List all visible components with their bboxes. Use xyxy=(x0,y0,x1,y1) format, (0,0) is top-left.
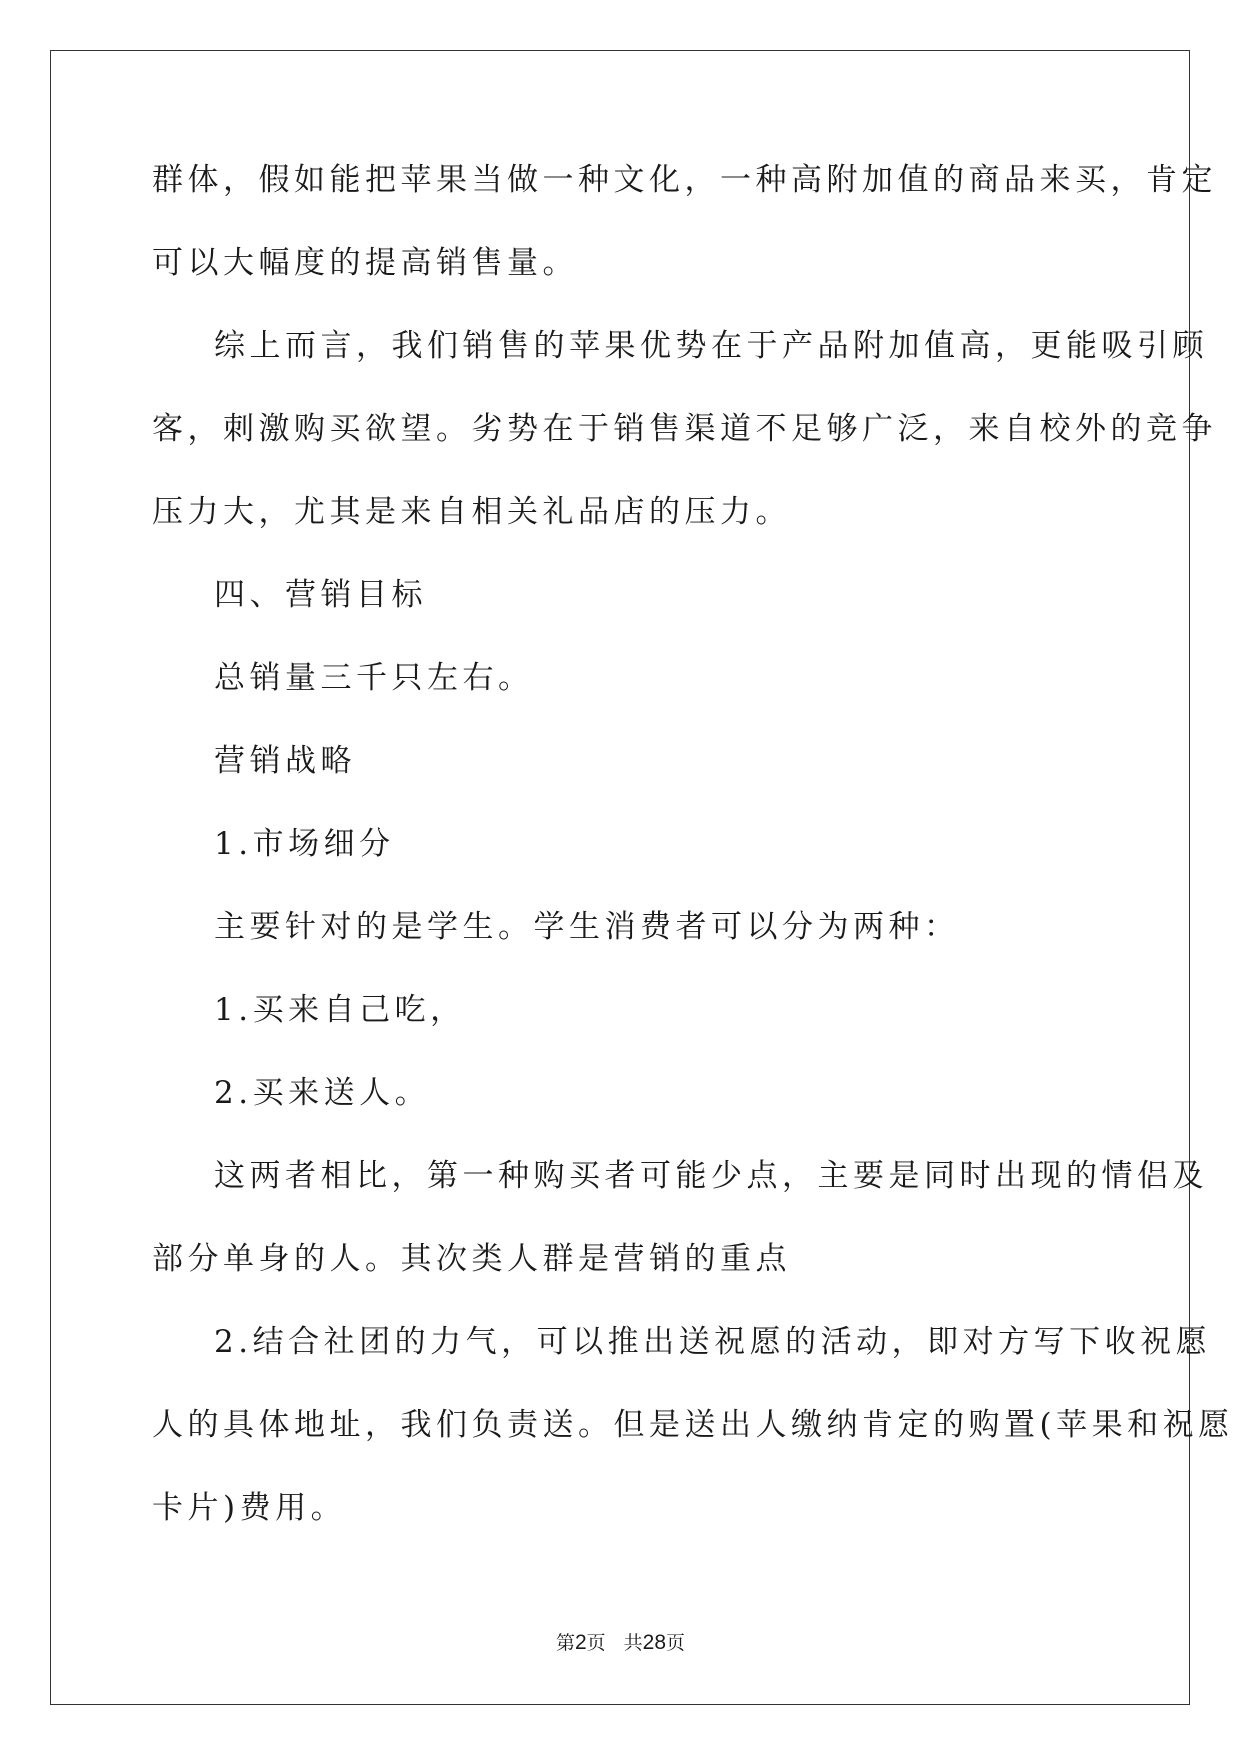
section-heading: 四、营销目标 xyxy=(214,577,427,613)
section-heading: 营销战略 xyxy=(214,743,356,779)
list-item: 1.买来自己吃， xyxy=(214,992,466,1028)
paragraph-start: 总销量三千只左右。 xyxy=(214,660,534,696)
list-item: 1.市场细分 xyxy=(214,826,395,862)
document-body xyxy=(152,160,1234,1571)
text-line: 卡片)费用。 xyxy=(152,1490,347,1526)
text-line: 部分单身的人。其次类人群是营销的重点 xyxy=(152,1241,791,1277)
page-footer xyxy=(0,1628,1241,1655)
text-line: 客，刺激购买欲望。劣势在于销售渠道不足够广泛，来自校外的竞争 xyxy=(152,411,1217,447)
paragraph-start: 综上而言，我们销售的苹果优势在于产品附加值高，更能吸引顾 xyxy=(214,328,1208,364)
text-line: 群体，假如能把苹果当做一种文化，一种高附加值的商品来买，肯定 xyxy=(152,162,1217,198)
text-line: 人的具体地址，我们负责送。但是送出人缴纳肯定的购置(苹果和祝愿 xyxy=(152,1407,1234,1443)
list-item: 2.买来送人。 xyxy=(214,1075,431,1111)
page-number: 2 xyxy=(574,1631,587,1654)
list-item: 2.结合社团的力气，可以推出送祝愿的活动，即对方写下收祝愿 xyxy=(214,1324,1212,1360)
total-prefix: 共 xyxy=(623,1632,643,1654)
page-prefix: 第 xyxy=(555,1632,575,1654)
paragraph-start: 主要针对的是学生。学生消费者可以分为两种： xyxy=(214,909,960,945)
text-line: 压力大，尤其是来自相关礼品店的压力。 xyxy=(152,494,791,530)
paragraph-start: 这两者相比，第一种购买者可能少点，主要是同时出现的情侣及 xyxy=(214,1158,1208,1194)
total-suffix: 页 xyxy=(666,1632,686,1654)
total-pages: 28 xyxy=(642,1631,667,1654)
text-line: 可以大幅度的提高销售量。 xyxy=(152,245,578,281)
page-suffix: 页 xyxy=(586,1632,606,1654)
